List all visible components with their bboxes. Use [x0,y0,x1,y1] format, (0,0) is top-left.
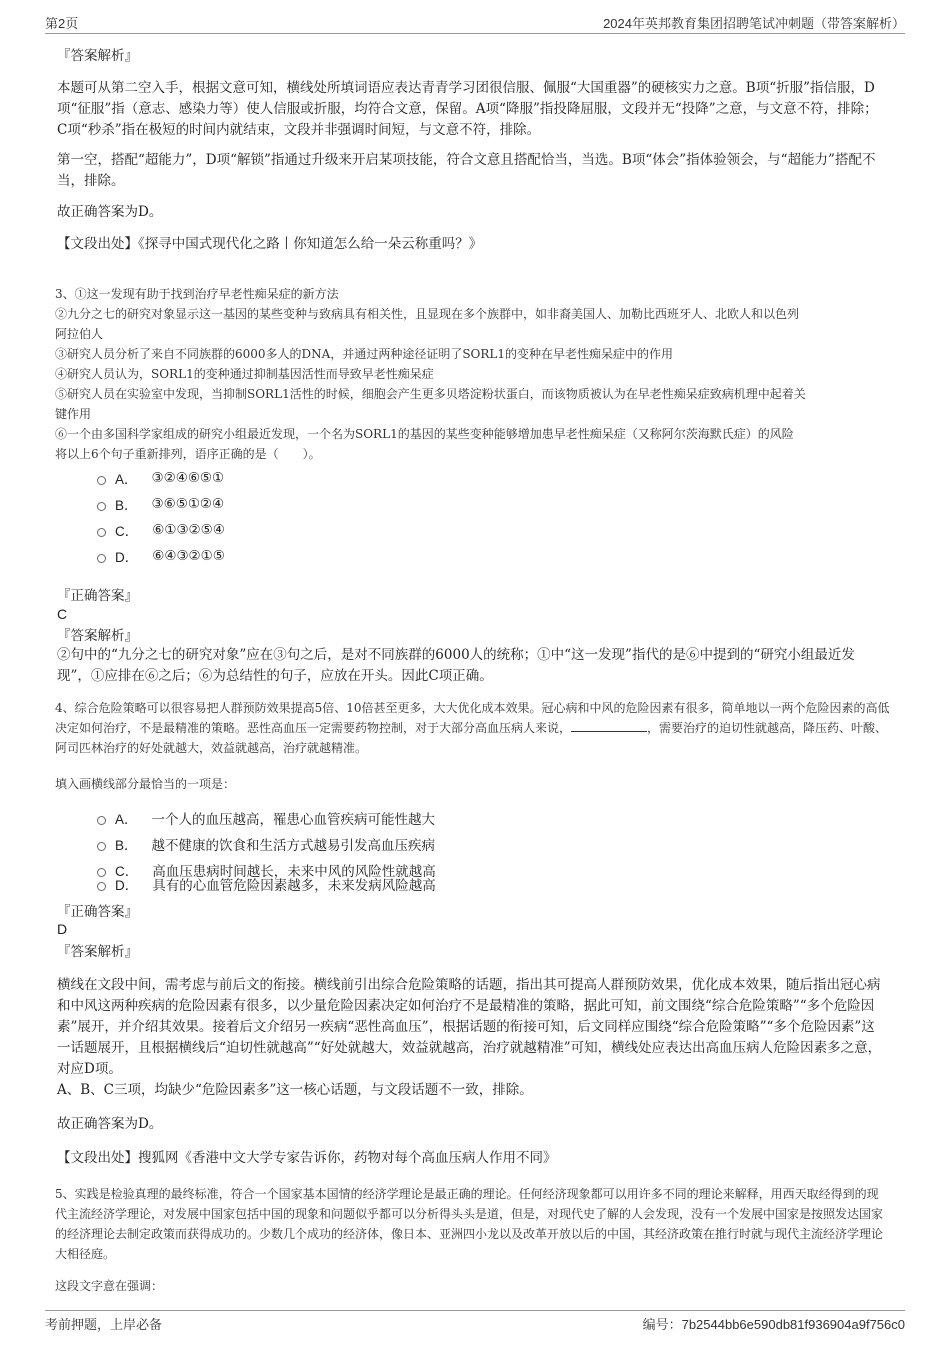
q4-prompt: 填入画横线部分最恰当的一项是： [55,777,236,791]
radio-icon[interactable] [97,816,106,825]
document-title: 2024年英邦教育集团招聘笔试冲刺题（带答案解析） [603,16,905,31]
footer-divider [45,1310,905,1311]
option-letter: C． [115,864,139,879]
q3-line-5: ④研究人员认为，SORL1的变种通过抑制基因活性而导致早老性痴呆症 [55,367,434,381]
q2-source: 【文段出处】《探寻中国式现代化之路丨你知道怎么给一朵云称重吗？》 [57,236,483,252]
page-number: 第2页 [45,16,79,31]
q4-answer-label: 『正确答案』 [57,904,138,920]
q5-prompt: 这段文字意在强调： [55,1279,164,1293]
q4-stem-after: ，需要治疗的迫切性就越高，降压药、叶酸、阿司匹林治疗的好处就越大，效益就越高，治疗就越精准。 [55,721,888,755]
q2-conclusion: 故正确答案为D。 [57,204,163,220]
option-text: 越不健康的饮食和生活方式越易引发高血压疾病 [151,838,436,854]
q3-line-4: ③研究人员分析了来自不同族群的6000多人的DNA，并通过两种途径证明了SORL1的变种在早老性痴呆症中的作用 [55,347,674,361]
q4-option-b[interactable] [97,834,435,854]
radio-icon[interactable] [97,528,106,537]
option-text: 具有的心血管危险因素越多，未来发病风险越高 [152,878,436,894]
option-text: ⑥①③②⑤④ [152,522,225,538]
radio-icon[interactable] [97,882,106,891]
q4-option-d[interactable] [97,874,436,894]
q3-option-c[interactable] [97,520,225,540]
q3-line-2: ②九分之七的研究对象显示这一基因的某些变种与致病具有相关性，且显现在多个族群中，如非裔美国人、加勒比西班牙人、北欧人和以色列 [55,307,800,321]
q5-stem: 5、实践是检验真理的最终标准，符合一个国家基本国情的经济学理论是最正确的理论。任何经济现象都可以用许多不同的理论来解释，用西天取经得到的现代主流经济学理论，对发展中国家包括中国的现象和问题似乎都可以分析得头头是道，但是，对现代史了解的人会发现，没有一个发展中国家是按照发达国家的经济理论去制定政策而获得成功的。少数几个成功的经济体，像日本、亚洲四小龙以及改革开放以后的中国，其经济政策在推行时就与现代主流经济学理论大相径庭。 [55,1187,884,1261]
option-text: ③⑥⑤①②④ [151,496,225,512]
option-letter: C． [115,524,139,539]
q2-analysis-paragraph-1: 本题可从第二空入手，根据文意可知，横线处所填词语应表达青青学习团很信服、佩服“大国重器”的硬核实力之意。B项“折服”指信服，D项“征服”指（意志、感染力等）使人信服或折服，均符合文意，保留。A项“降服”指投降屈服，文段并无“投降”之意，与文意不符，排除；C项“秒杀”指在极短的时间内就结束，文段并非强调时间短，与文意不符，排除。 [57,80,878,138]
q4-stem-before: 4、综合危险策略可以很容易把人群预防效果提高5倍、10倍甚至更多，大大优化成本效果。冠心病和中风的危险因素有很多，简单地以一两个危险因素的高低决定如何治疗，不是最精准的策略。恶性高血压一定需要药物控制，对于大部分高血压病人来说， [55,701,890,735]
q3-line-9: 将以上6个句子重新排列，语序正确的是（ ）。 [55,447,321,461]
q4-analysis-paragraph-1: 横线在文段中间，需考虑与前后文的衔接。横线前引出综合危险策略的话题，指出其可提高人群预防效果，优化成本效果，随后指出冠心病和中风这两种疾病的危险因素有很多，以少量危险因素决定如何治疗不是最精准的策略，据此可知，前文围绕“综合危险策略”“多个危险因素”展开，并介绍其效果。接着后文介绍另一疾病“恶性高血压”，根据话题的衔接可知，后文同样应围绕“综合危险策略”“多个危险因素”这一话题展开，且根据横线后“迫切性就越高”“好处就越大，效益就越高，治疗就越精准”可知，横线处应表达出高血压病人危险因素多之意，对应D项。 [57,977,882,1077]
q2-analysis-paragraph-2: 第一空，搭配“超能力”，D项“解锁”指通过升级来开启某项技能，符合文意且搭配恰当，当选。B项“体会”指体验领会，与“超能力”搭配不当，排除。 [57,152,876,189]
q3-line-3: 阿拉伯人 [55,327,104,341]
q3-option-b[interactable] [97,494,224,514]
option-letter: D． [115,550,139,565]
option-letter: B． [115,838,138,853]
radio-icon[interactable] [97,476,106,485]
q2-analysis-label: 『答案解析』 [57,48,138,64]
q4-option-a[interactable] [97,808,435,828]
q3-analysis: ②句中的“九分之七的研究对象”应在③句之后，是对不同族群的6000人的统称；①中“这一发现”指代的是⑥中提到的“研究小组最近发现”，①应排在⑥之后；⑥为总结性的句子，应放在开头。因此C项正确。 [57,647,855,684]
q4-analysis-label: 『答案解析』 [57,944,138,960]
header-divider [45,33,905,34]
option-text: 一个人的血压越高，罹患心血管疾病可能性越大 [151,812,436,828]
option-text: 高血压患病时间越长，未来中风的风险性就越高 [152,864,436,880]
q3-option-d[interactable] [97,546,225,566]
q3-answer: C [57,606,68,622]
q4-blank-line [571,719,647,732]
q4-analysis-paragraph-2: A、B、C三项，均缺少“危险因素多”这一核心话题，与文段话题不一致，排除。 [57,1082,533,1098]
q3-line-7: 键作用 [55,407,92,421]
footer-slogan: 考前押题，上岸必备 [45,1317,163,1332]
q3-option-a[interactable] [97,468,224,488]
radio-icon[interactable] [97,502,106,511]
q4-source: 【文段出处】搜狐网《香港中文大学专家告诉你，药物对每个高血压病人作用不同》 [57,1150,557,1166]
radio-icon[interactable] [97,842,106,851]
q4-stem [55,698,890,758]
option-text: ⑥④③②①⑤ [152,548,225,564]
option-letter: D． [115,878,139,893]
option-letter: B． [115,498,138,513]
q3-line-8: ⑥一个由多国科学家组成的研究小组最近发现，一个名为SORL1的基因的某些变种能够增加患早老性痴呆症（又称阿尔茨海默氏症）的风险 [55,427,794,441]
option-text: ③②④⑥⑤① [151,470,225,486]
q3-line-1: 3、①这一发现有助于找到治疗早老性痴呆症的新方法 [55,287,339,301]
q4-conclusion: 故正确答案为D。 [57,1116,163,1132]
footer-serial-number: 编号：7b2544bb6e590db81f936904a9f756c0 [642,1317,905,1332]
q3-answer-label: 『正确答案』 [57,588,138,604]
q3-analysis-label: 『答案解析』 [57,628,138,644]
option-letter: A． [115,812,138,827]
q4-answer: D [57,921,68,937]
option-letter: A． [115,472,138,487]
q3-line-6: ⑤研究人员在实验室中发现，当抑制SORL1活性的时候，细胞会产生更多贝塔淀粉状蛋白，而该物质被认为在早老性痴呆症致病机理中起着关 [55,387,806,401]
radio-icon[interactable] [97,554,106,563]
